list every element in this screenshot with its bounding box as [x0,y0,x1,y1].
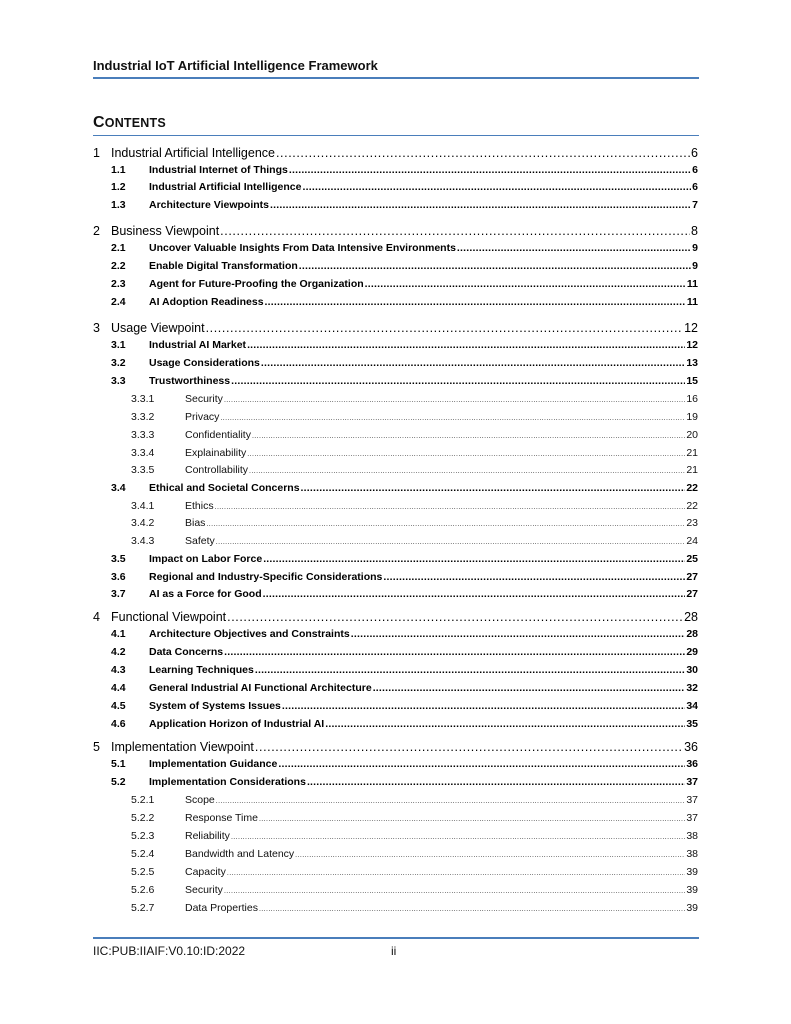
toc-dot-leader [215,504,686,511]
toc-num: 4.5 [111,700,126,712]
toc-num: 5.1 [111,758,126,770]
toc-entry-2-4-ai-adoption-readiness[interactable] [93,296,698,310]
toc-entry-4-3-learning-techniques[interactable] [93,664,698,678]
toc-entry-3-3-2-privacy[interactable] [93,411,698,425]
toc-title: Response Time [185,812,258,824]
toc-dot-leader [351,628,686,640]
toc-entry-3-3-5-controllability[interactable] [93,464,698,478]
toc-page: 15 [686,375,698,387]
toc-title: Industrial Artificial Intelligence [149,181,302,193]
toc-entry-3-7-ai-as-a-force-for-good[interactable] [93,588,698,602]
toc-title: Confidentiality [185,429,251,441]
toc-num: 3.3.3 [131,429,155,441]
toc-num: 3 [93,321,100,335]
toc-entry-4-functional-viewpoint[interactable] [93,610,698,626]
toc-page: 29 [686,646,698,658]
toc-dot-leader [216,798,686,805]
toc-title: Usage Viewpoint [111,321,205,335]
toc-num: 4.4 [111,682,126,694]
toc-dot-leader [231,834,685,841]
toc-page: 27 [686,588,698,600]
toc-page: 21 [686,464,698,476]
toc-page: 39 [686,866,698,878]
toc-num: 3.4.2 [131,517,155,529]
toc-entry-3-4-ethical-and-societal-concerns[interactable] [93,482,698,496]
toc-num: 3.4 [111,482,126,494]
toc-entry-5-2-3-reliability[interactable] [93,830,698,844]
toc-dot-leader [301,482,686,494]
toc-num: 1.1 [111,164,126,176]
toc-num: 4 [93,610,100,624]
toc-dot-leader [224,888,685,895]
toc-num: 5.2.4 [131,848,155,860]
toc-dot-leader [373,682,686,694]
toc-title: Industrial AI Market [149,339,247,351]
toc-dot-leader [325,718,685,730]
toc-dot-leader [299,260,691,272]
toc-page: 19 [686,411,698,423]
toc-page: 12 [686,339,698,351]
toc-dot-leader [265,296,686,308]
toc-dot-leader [206,521,685,528]
toc-entry-5-2-7-data-properties[interactable] [93,902,698,916]
toc-dot-leader [263,553,685,565]
toc-page: 37 [686,794,698,806]
toc-title: Reliability [185,830,230,842]
toc-title: Trustworthiness [149,375,231,387]
toc-num: 5 [93,740,100,754]
toc-num: 5.2.2 [131,812,155,824]
toc-num: 2.1 [111,242,126,254]
toc-page: 38 [686,830,698,842]
toc-page: 35 [686,718,698,730]
toc-num: 3.3.5 [131,464,155,476]
toc-dot-leader [263,588,686,600]
toc-page: 6 [692,181,698,193]
toc-entry-5-2-6-security[interactable] [93,884,698,898]
toc-num: 4.1 [111,628,126,640]
toc-title: Bias [185,517,206,529]
toc-num: 3.3.1 [131,393,155,405]
contents-heading-rest: ONTENTS [104,116,166,130]
toc-num: 3.7 [111,588,126,600]
toc-num: 1 [93,146,100,160]
toc-entry-4-2-data-concerns[interactable] [93,646,698,660]
toc-entry-4-4-general-industrial-ai-functional-architecture[interactable] [93,682,698,696]
toc-dot-leader [231,375,685,387]
toc-dot-leader [252,433,685,440]
toc-entry-4-5-system-of-systems-issues[interactable] [93,700,698,714]
toc-entry-3-1-industrial-ai-market[interactable] [93,339,698,353]
toc-entry-1-2-industrial-artificial-intelligence[interactable] [93,181,698,195]
toc-page: 21 [686,447,698,459]
toc-title: Explainability [185,447,247,459]
toc-dot-leader [383,571,685,583]
toc-entry-5-implementation-viewpoint[interactable] [93,740,698,756]
toc-entry-4-6-application-horizon-of-industrial-ai[interactable] [93,718,698,732]
toc-page: 7 [692,199,698,211]
toc-entry-3-6-regional-and-industry-specific-considerations[interactable] [93,571,698,585]
toc-entry-3-4-3-safety[interactable] [93,535,698,549]
toc-entry-5-2-2-response-time[interactable] [93,812,698,826]
toc-num: 4.2 [111,646,126,658]
toc-title: Implementation Viewpoint [111,740,254,754]
toc-entry-3-4-1-ethics[interactable] [93,500,698,514]
toc-title: Implementation Guidance [149,758,278,770]
toc-page: 22 [686,500,698,512]
toc-num: 3.6 [111,571,126,583]
toc-title: Controllability [185,464,249,476]
running-header-title: Industrial IoT Artificial Intelligence Framework [93,58,378,73]
toc-title: Architecture Objectives and Constraints [149,628,350,640]
toc-title: Architecture Viewpoints [149,199,270,211]
toc-num: 2.3 [111,278,126,290]
toc-page: 39 [686,902,698,914]
toc-page: 38 [686,848,698,860]
toc-title: Data Concerns [149,646,224,658]
toc-title: Ethics [185,500,214,512]
toc-dot-leader [259,906,685,913]
toc-page: 36 [686,758,698,770]
toc-page: 6 [692,164,698,176]
toc-page: 16 [686,393,698,405]
toc-page: 20 [686,429,698,441]
toc-title: Usage Considerations [149,357,260,369]
toc-num: 5.2.3 [131,830,155,842]
toc-num: 2 [93,224,100,238]
toc-entry-2-business-viewpoint[interactable] [93,224,698,240]
toc-page: 9 [692,242,698,254]
toc-num: 3.5 [111,553,126,565]
toc-num: 1.2 [111,181,126,193]
toc-entry-2-3-agent-for-future-proofing-the-organization[interactable] [93,278,698,292]
toc-dot-leader [365,278,686,290]
toc-dot-leader [247,339,685,351]
toc-page: 28 [684,610,698,624]
toc-page: 22 [686,482,698,494]
toc-num: 3.2 [111,357,126,369]
toc-dot-leader [302,181,691,193]
toc-entry-3-usage-viewpoint[interactable] [93,321,698,337]
toc-page: 6 [691,146,698,160]
toc-page: 39 [686,884,698,896]
toc-page: 32 [686,682,698,694]
toc-dot-leader [261,357,685,369]
toc-dot-leader [247,451,685,458]
toc-page: 27 [686,571,698,583]
toc-title: Scope [185,794,215,806]
toc-page: 11 [686,278,698,290]
toc-num: 5.2.1 [131,794,155,806]
toc-page: 28 [686,628,698,640]
toc-page: 25 [686,553,698,565]
toc-page: 11 [686,296,698,308]
toc-page: 37 [686,812,698,824]
toc-entry-3-3-trustworthiness[interactable] [93,375,698,389]
toc-title: Implementation Considerations [149,776,306,788]
toc-title: Data Properties [185,902,258,914]
toc-dot-leader [255,740,683,754]
toc-page: 24 [686,535,698,547]
toc-page: 34 [686,700,698,712]
toc-entry-5-1-implementation-guidance[interactable] [93,758,698,772]
toc-title: AI Adoption Readiness [149,296,264,308]
toc-entry-5-2-implementation-considerations[interactable] [93,776,698,790]
toc-dot-leader [276,146,690,160]
footer-document-id: IIC:PUB:IIAIF:V0.10:ID:2022 [93,944,246,958]
toc-num: 2.4 [111,296,126,308]
toc-dot-leader [206,321,684,335]
toc-entry-3-5-impact-on-labor-force[interactable] [93,553,698,567]
toc-title: Impact on Labor Force [149,553,263,565]
toc-num: 1.3 [111,199,126,211]
toc-entry-4-1-architecture-objectives-and-constraints[interactable] [93,628,698,642]
toc-title: Privacy [185,411,220,423]
toc-dot-leader [289,164,691,176]
toc-title: Industrial Internet of Things [149,164,288,176]
toc-title: Functional Viewpoint [111,610,227,624]
toc-num: 3.4.1 [131,500,155,512]
toc-entry-3-3-4-explainability[interactable] [93,447,698,461]
toc-title: Application Horizon of Industrial AI [149,718,325,730]
toc-dot-leader [307,776,685,788]
toc-dot-leader [227,610,683,624]
toc-dot-leader [224,646,685,658]
toc-entry-2-1-uncover-valuable-insights-from-data-intensive-environments[interactable] [93,242,698,256]
toc-dot-leader [282,700,685,712]
toc-title: Industrial Artificial Intelligence [111,146,275,160]
toc-title: System of Systems Issues [149,700,281,712]
toc-dot-leader [220,415,685,422]
toc-page: 30 [686,664,698,676]
toc-dot-leader [220,224,690,238]
toc-title: Business Viewpoint [111,224,220,238]
toc-page: 13 [686,357,698,369]
toc-num: 5.2.6 [131,884,155,896]
footer-page-number: ii [391,944,397,958]
toc-entry-1-industrial-artificial-intelligence[interactable] [93,146,698,162]
toc-num: 5.2.7 [131,902,155,914]
toc-title: Capacity [185,866,226,878]
toc-page: 23 [686,517,698,529]
toc-entry-3-2-usage-considerations[interactable] [93,357,698,371]
toc-title: General Industrial AI Functional Architecture [149,682,372,694]
toc-dot-leader [278,758,685,770]
toc-num: 4.3 [111,664,126,676]
toc-dot-leader [224,397,685,404]
toc-entry-5-2-1-scope[interactable] [93,794,698,808]
toc-num: 3.3.2 [131,411,155,423]
contents-heading-initial: C [93,114,105,131]
toc-entry-2-2-enable-digital-transformation[interactable] [93,260,698,274]
toc-title: Security [185,884,223,896]
toc-entry-1-1-industrial-internet-of-things[interactable] [93,164,698,178]
toc-num: 5.2.5 [131,866,155,878]
toc-page: 9 [692,260,698,272]
toc-page: 36 [684,740,698,754]
toc-dot-leader [227,870,685,877]
toc-dot-leader [249,468,685,475]
toc-title: Security [185,393,223,405]
toc-num: 3.3.4 [131,447,155,459]
footer-rule [93,937,699,939]
toc-title: Agent for Future-Proofing the Organization [149,278,364,290]
toc-title: Regional and Industry-Specific Considerations [149,571,383,583]
toc-entry-1-3-architecture-viewpoints[interactable] [93,199,698,213]
toc-entry-3-3-1-security[interactable] [93,393,698,407]
toc-entry-3-4-2-bias[interactable] [93,517,698,531]
toc-num: 3.4.3 [131,535,155,547]
toc-dot-leader [295,852,685,859]
toc-dot-leader [270,199,691,211]
toc-num: 3.3 [111,375,126,387]
toc-title: Bandwidth and Latency [185,848,295,860]
toc-title: AI as a Force for Good [149,588,262,600]
toc-title: Learning Techniques [149,664,254,676]
toc-num: 4.6 [111,718,126,730]
toc-page: 12 [684,321,698,335]
toc-title: Safety [185,535,215,547]
toc-entry-5-2-5-capacity[interactable] [93,866,698,880]
toc-entry-5-2-4-bandwidth-and-latency[interactable] [93,848,698,862]
toc-title: Ethical and Societal Concerns [149,482,300,494]
toc-num: 3.1 [111,339,126,351]
toc-dot-leader [255,664,685,676]
toc-dot-leader [216,539,686,546]
toc-page: 8 [691,224,698,238]
toc-entry-3-3-3-confidentiality[interactable] [93,429,698,443]
toc-title: Enable Digital Transformation [149,260,298,272]
toc-dot-leader [457,242,691,254]
toc-dot-leader [259,816,685,823]
toc-page: 37 [686,776,698,788]
toc-title: Uncover Valuable Insights From Data Intensive Environments [149,242,456,254]
toc-num: 5.2 [111,776,126,788]
toc-num: 2.2 [111,260,126,272]
